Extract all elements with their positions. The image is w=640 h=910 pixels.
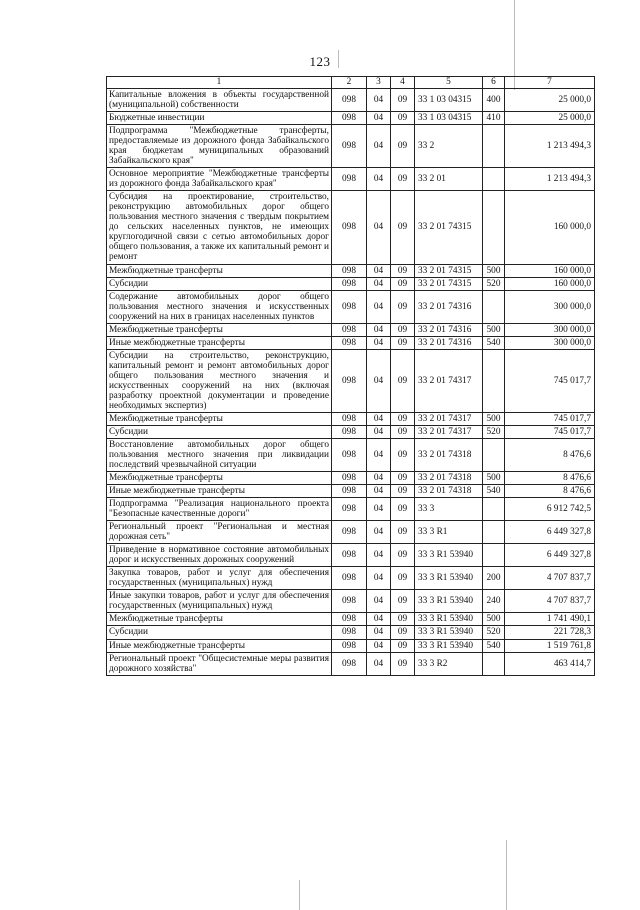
row-amount-cell: 300 000,0 (505, 323, 595, 336)
table-header-row (107, 77, 595, 89)
row-expense-type-cell: 500 (483, 412, 505, 425)
row-subsection-cell: 09 (391, 425, 415, 438)
table-row (107, 472, 595, 485)
scan-artifact-line (299, 880, 300, 910)
row-name-cell: Региональный проект "Общесистемные меры развития дорожного хозяйства" (107, 652, 332, 675)
row-section-cell: 04 (367, 590, 391, 613)
table-row (107, 412, 595, 425)
row-expense-type-cell: 520 (483, 277, 505, 290)
row-expense-type-cell: 410 (483, 112, 505, 125)
row-amount-cell: 6 449 327,8 (505, 544, 595, 567)
row-amount-cell: 1 741 490,1 (505, 613, 595, 626)
row-subsection-cell: 09 (391, 168, 415, 191)
row-expense-type-cell: 540 (483, 639, 505, 652)
table-row (107, 336, 595, 349)
row-section-cell: 04 (367, 544, 391, 567)
row-ministry-cell: 098 (332, 472, 367, 485)
row-amount-cell: 1 213 494,3 (505, 125, 595, 168)
row-amount-cell: 745 017,7 (505, 349, 595, 412)
row-ministry-cell: 098 (332, 567, 367, 590)
row-target-article-cell: 33 2 01 74317 (415, 425, 483, 438)
row-name-cell: Иные межбюджетные трансферты (107, 336, 332, 349)
row-expense-type-cell: 500 (483, 613, 505, 626)
row-subsection-cell: 09 (391, 336, 415, 349)
row-amount-cell: 160 000,0 (505, 191, 595, 264)
row-target-article-cell: 33 2 01 74318 (415, 472, 483, 485)
row-name-cell: Иные закупки товаров, работ и услуг для обеспечения государственных (муниципальных) нужд (107, 590, 332, 613)
table-row (107, 652, 595, 675)
row-ministry-cell: 098 (332, 652, 367, 675)
row-ministry-cell: 098 (332, 264, 367, 277)
row-target-article-cell: 33 3 R1 53940 (415, 590, 483, 613)
row-target-article-cell: 33 2 01 (415, 168, 483, 191)
row-target-article-cell: 33 2 01 74315 (415, 191, 483, 264)
row-amount-cell: 300 000,0 (505, 290, 595, 323)
row-name-cell: Иные межбюджетные трансферты (107, 639, 332, 652)
row-ministry-cell: 098 (332, 425, 367, 438)
row-ministry-cell: 098 (332, 168, 367, 191)
row-subsection-cell: 09 (391, 472, 415, 485)
row-ministry-cell: 098 (332, 613, 367, 626)
row-target-article-cell: 33 1 03 04315 (415, 112, 483, 125)
row-target-article-cell: 33 2 01 74317 (415, 412, 483, 425)
row-expense-type-cell: 400 (483, 89, 505, 112)
row-expense-type-cell: 240 (483, 590, 505, 613)
row-amount-cell: 8 476,6 (505, 472, 595, 485)
table-row (107, 485, 595, 498)
row-amount-cell: 745 017,7 (505, 412, 595, 425)
row-expense-type-cell: 540 (483, 485, 505, 498)
row-expense-type-cell (483, 191, 505, 264)
row-expense-type-cell: 500 (483, 472, 505, 485)
row-amount-cell: 221 728,3 (505, 626, 595, 639)
row-amount-cell: 8 476,6 (505, 438, 595, 471)
row-subsection-cell: 09 (391, 112, 415, 125)
row-target-article-cell: 33 3 R1 53940 (415, 613, 483, 626)
row-section-cell: 04 (367, 290, 391, 323)
row-expense-type-cell: 540 (483, 336, 505, 349)
row-expense-type-cell: 520 (483, 425, 505, 438)
column-header: 5 (415, 77, 483, 89)
row-subsection-cell: 09 (391, 652, 415, 675)
row-subsection-cell: 09 (391, 290, 415, 323)
row-amount-cell: 160 000,0 (505, 264, 595, 277)
row-section-cell: 04 (367, 567, 391, 590)
row-ministry-cell: 098 (332, 349, 367, 412)
row-subsection-cell: 09 (391, 639, 415, 652)
row-section-cell: 04 (367, 89, 391, 112)
row-ministry-cell: 098 (332, 498, 367, 521)
row-subsection-cell: 09 (391, 125, 415, 168)
row-target-article-cell: 33 1 03 04315 (415, 89, 483, 112)
row-target-article-cell: 33 2 01 74316 (415, 336, 483, 349)
table-row (107, 191, 595, 264)
row-amount-cell: 4 707 837,7 (505, 590, 595, 613)
row-ministry-cell: 098 (332, 323, 367, 336)
row-section-cell: 04 (367, 336, 391, 349)
row-name-cell: Восстановление автомобильных дорог общего пользования местного значения при ликвидации последствий чрезвычайной ситуации (107, 438, 332, 471)
page-number: 123 (309, 54, 331, 69)
table-row (107, 626, 595, 639)
row-section-cell: 04 (367, 626, 391, 639)
row-expense-type-cell (483, 349, 505, 412)
row-subsection-cell: 09 (391, 567, 415, 590)
row-name-cell: Содержание автомобильных дорог общего пользования местного значения и искусственных сооружений на них в границах населенных пунктов (107, 290, 332, 323)
row-target-article-cell: 33 3 (415, 498, 483, 521)
row-name-cell: Межбюджетные трансферты (107, 412, 332, 425)
table-row (107, 639, 595, 652)
row-name-cell: Межбюджетные трансферты (107, 264, 332, 277)
row-subsection-cell: 09 (391, 544, 415, 567)
column-header: 3 (367, 77, 391, 89)
table-row (107, 613, 595, 626)
table-row (107, 89, 595, 112)
table-row (107, 290, 595, 323)
row-subsection-cell: 09 (391, 626, 415, 639)
row-subsection-cell: 09 (391, 485, 415, 498)
column-header: 2 (332, 77, 367, 89)
row-target-article-cell: 33 3 R1 53940 (415, 639, 483, 652)
row-section-cell: 04 (367, 438, 391, 471)
scan-artifact-line (506, 840, 507, 910)
row-section-cell: 04 (367, 472, 391, 485)
row-ministry-cell: 098 (332, 89, 367, 112)
row-section-cell: 04 (367, 521, 391, 544)
row-name-cell: Субсидии (107, 277, 332, 290)
row-subsection-cell: 09 (391, 438, 415, 471)
table-row (107, 112, 595, 125)
column-header: 7 (505, 77, 595, 89)
row-name-cell: Основное мероприятие "Межбюджетные трансферты из дорожного фонда Забайкальского края" (107, 168, 332, 191)
row-subsection-cell: 09 (391, 498, 415, 521)
row-expense-type-cell (483, 438, 505, 471)
row-expense-type-cell (483, 168, 505, 191)
row-subsection-cell: 09 (391, 89, 415, 112)
row-target-article-cell: 33 2 01 74315 (415, 264, 483, 277)
table-row (107, 349, 595, 412)
row-expense-type-cell (483, 498, 505, 521)
table-row (107, 438, 595, 471)
row-target-article-cell: 33 2 01 74318 (415, 438, 483, 471)
table-row (107, 277, 595, 290)
row-amount-cell: 25 000,0 (505, 112, 595, 125)
row-name-cell: Субсидия на проектирование, строительство, реконструкцию автомобильных дорог общего пользования местного значения с твердым покрытием до сельских населенных пунктов, не имеющих круглогодичной связи с сетью автомобильных дорог общего пользования, а также их капитальный ремонт и ремонт (107, 191, 332, 264)
row-section-cell: 04 (367, 639, 391, 652)
row-amount-cell: 6 449 327,8 (505, 521, 595, 544)
row-target-article-cell: 33 2 01 74315 (415, 277, 483, 290)
row-subsection-cell: 09 (391, 191, 415, 264)
row-ministry-cell: 098 (332, 626, 367, 639)
row-target-article-cell: 33 2 (415, 125, 483, 168)
row-expense-type-cell (483, 652, 505, 675)
row-ministry-cell: 098 (332, 544, 367, 567)
row-ministry-cell: 098 (332, 336, 367, 349)
row-section-cell: 04 (367, 613, 391, 626)
table-body (107, 89, 595, 676)
row-amount-cell: 463 414,7 (505, 652, 595, 675)
row-subsection-cell: 09 (391, 264, 415, 277)
row-ministry-cell: 098 (332, 438, 367, 471)
row-section-cell: 04 (367, 485, 391, 498)
row-subsection-cell: 09 (391, 412, 415, 425)
row-name-cell: Субсидии (107, 626, 332, 639)
row-name-cell: Межбюджетные трансферты (107, 472, 332, 485)
column-header: 1 (107, 77, 332, 89)
row-expense-type-cell: 500 (483, 264, 505, 277)
column-header: 6 (483, 77, 505, 89)
row-ministry-cell: 098 (332, 277, 367, 290)
row-target-article-cell: 33 3 R1 53940 (415, 626, 483, 639)
row-ministry-cell: 098 (332, 290, 367, 323)
row-expense-type-cell: 200 (483, 567, 505, 590)
row-ministry-cell: 098 (332, 191, 367, 264)
row-section-cell: 04 (367, 323, 391, 336)
row-target-article-cell: 33 3 R1 53940 (415, 567, 483, 590)
row-expense-type-cell: 520 (483, 626, 505, 639)
row-name-cell: Бюджетные инвестиции (107, 112, 332, 125)
row-amount-cell: 25 000,0 (505, 89, 595, 112)
table-row (107, 544, 595, 567)
table-row (107, 168, 595, 191)
row-target-article-cell: 33 2 01 74316 (415, 323, 483, 336)
row-expense-type-cell (483, 521, 505, 544)
row-name-cell: Капитальные вложения в объекты государственной (муниципальной) собственности (107, 89, 332, 112)
row-target-article-cell: 33 2 01 74316 (415, 290, 483, 323)
row-target-article-cell: 33 3 R1 (415, 521, 483, 544)
table-row (107, 125, 595, 168)
row-subsection-cell: 09 (391, 590, 415, 613)
row-amount-cell: 160 000,0 (505, 277, 595, 290)
row-section-cell: 04 (367, 412, 391, 425)
row-ministry-cell: 098 (332, 521, 367, 544)
row-name-cell: Подпрограмма "Межбюджетные трансферты, предоставляемые из дорожного фонда Забайкальского края бюджетам муниципальных образований Забайкальского края" (107, 125, 332, 168)
row-name-cell: Межбюджетные трансферты (107, 323, 332, 336)
row-target-article-cell: 33 2 01 74317 (415, 349, 483, 412)
row-target-article-cell: 33 3 R2 (415, 652, 483, 675)
row-expense-type-cell: 500 (483, 323, 505, 336)
table-row (107, 590, 595, 613)
row-ministry-cell: 098 (332, 639, 367, 652)
row-name-cell: Межбюджетные трансферты (107, 613, 332, 626)
budget-table (106, 76, 595, 676)
row-section-cell: 04 (367, 498, 391, 521)
table-row (107, 264, 595, 277)
row-expense-type-cell (483, 544, 505, 567)
row-subsection-cell: 09 (391, 349, 415, 412)
row-name-cell: Региональный проект "Региональная и местная дорожная сеть" (107, 521, 332, 544)
row-ministry-cell: 098 (332, 125, 367, 168)
row-subsection-cell: 09 (391, 323, 415, 336)
row-name-cell: Субсидии на строительство, реконструкцию, капитальный ремонт и ремонт автомобильных дорог общего пользования местного значения и искусственных сооружений на них (включая разработку проектной документации и проведение необходимых экспертиз) (107, 349, 332, 412)
row-amount-cell: 8 476,6 (505, 485, 595, 498)
row-amount-cell: 745 017,7 (505, 425, 595, 438)
row-amount-cell: 300 000,0 (505, 336, 595, 349)
row-subsection-cell: 09 (391, 277, 415, 290)
row-amount-cell: 1 519 761,8 (505, 639, 595, 652)
row-name-cell: Субсидии (107, 425, 332, 438)
row-section-cell: 04 (367, 425, 391, 438)
row-target-article-cell: 33 3 R1 53940 (415, 544, 483, 567)
row-ministry-cell: 098 (332, 412, 367, 425)
row-ministry-cell: 098 (332, 112, 367, 125)
row-ministry-cell: 098 (332, 485, 367, 498)
row-section-cell: 04 (367, 191, 391, 264)
table-row (107, 521, 595, 544)
row-name-cell: Подпрограмма "Реализация национального проекта "Безопасные качественные дороги" (107, 498, 332, 521)
row-target-article-cell: 33 2 01 74318 (415, 485, 483, 498)
row-name-cell: Иные межбюджетные трансферты (107, 485, 332, 498)
row-section-cell: 04 (367, 168, 391, 191)
row-expense-type-cell (483, 125, 505, 168)
row-name-cell: Приведение в нормативное состояние автомобильных дорог и искусственных дорожных сооружений (107, 544, 332, 567)
row-subsection-cell: 09 (391, 521, 415, 544)
row-subsection-cell: 09 (391, 613, 415, 626)
row-section-cell: 04 (367, 277, 391, 290)
row-expense-type-cell (483, 290, 505, 323)
table-row (107, 425, 595, 438)
table-row (107, 498, 595, 521)
table-row (107, 567, 595, 590)
column-header: 4 (391, 77, 415, 89)
row-amount-cell: 6 912 742,5 (505, 498, 595, 521)
row-section-cell: 04 (367, 349, 391, 412)
row-name-cell: Закупка товаров, работ и услуг для обеспечения государственных (муниципальных) нужд (107, 567, 332, 590)
row-ministry-cell: 098 (332, 590, 367, 613)
row-section-cell: 04 (367, 112, 391, 125)
row-section-cell: 04 (367, 652, 391, 675)
table-row (107, 323, 595, 336)
row-section-cell: 04 (367, 264, 391, 277)
row-amount-cell: 4 707 837,7 (505, 567, 595, 590)
row-section-cell: 04 (367, 125, 391, 168)
row-amount-cell: 1 213 494,3 (505, 168, 595, 191)
